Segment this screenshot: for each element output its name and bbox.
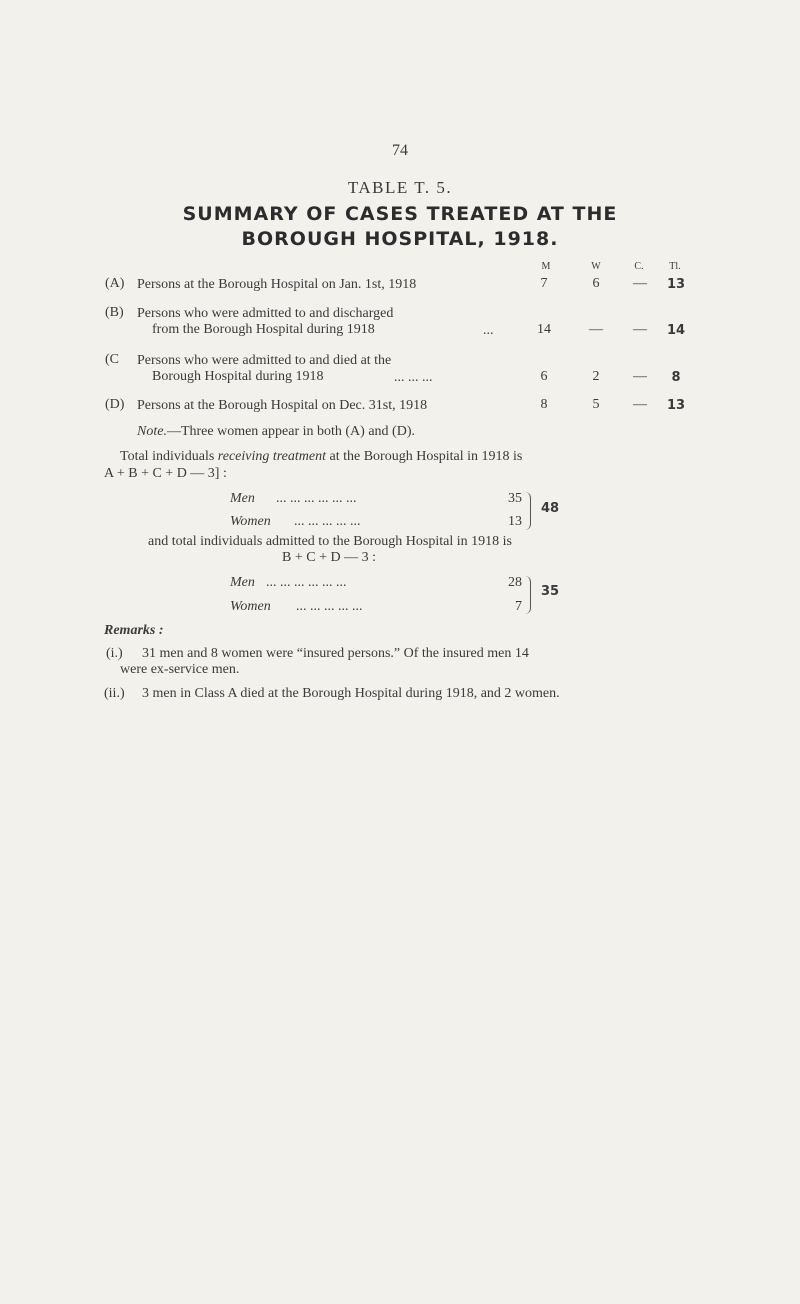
row-m: 7 <box>540 276 548 291</box>
formula-admitted: B + C + D — 3 : <box>282 550 376 565</box>
total-value: 48 <box>541 501 560 516</box>
brace <box>525 576 531 614</box>
row-w: — <box>589 322 603 337</box>
men-value: 28 <box>508 575 522 590</box>
note <box>137 424 415 440</box>
page-number: 74 <box>392 142 408 159</box>
column-header-m: M <box>541 261 551 272</box>
row-tl: 8 <box>671 370 681 385</box>
total-value: 35 <box>541 584 560 599</box>
remarks-title: Remarks : <box>104 623 164 638</box>
row-tl: 14 <box>666 323 686 338</box>
women-leader: ... ... ... ... ... <box>296 599 363 614</box>
total-receiving-line <box>120 449 522 465</box>
note-label: Note. <box>137 424 167 439</box>
row-c: — <box>633 369 647 384</box>
note-text: —Three women appear in both (A) and (D). <box>166 424 415 439</box>
women-label: Women <box>230 599 271 614</box>
total-receiving-suffix: at the Borough Hospital in 1918 is <box>329 449 523 464</box>
column-header-tl: Tl. <box>669 261 681 272</box>
column-header-w: W <box>591 261 601 272</box>
row-letter: (C <box>105 352 119 367</box>
row-letter: (A) <box>105 276 125 291</box>
remark-number: (i.) <box>106 646 123 661</box>
men-value: 35 <box>508 491 522 506</box>
total-receiving-prefix: Total individuals <box>120 449 215 464</box>
row-text: Persons who were admitted to and died at the <box>137 353 392 368</box>
row-c: — <box>633 322 647 337</box>
women-value: 7 <box>515 599 522 614</box>
row-letter: (B) <box>105 305 124 320</box>
row-m: 6 <box>540 369 548 384</box>
row-w: 2 <box>592 369 600 384</box>
brace <box>525 492 531 530</box>
women-leader: ... ... ... ... ... <box>294 514 361 529</box>
remark-text: 3 men in Class A died at the Borough Hospital during 1918, and 2 women. <box>142 686 560 701</box>
formula-receiving: A + B + C + D — 3] : <box>104 466 227 481</box>
row-c: — <box>633 276 647 291</box>
men-label: Men <box>230 575 255 590</box>
page-title-line2: BOROUGH HOSPITAL, 1918. <box>241 228 559 250</box>
remark-number: (ii.) <box>104 686 125 701</box>
table-label: TABLE T. 5. <box>347 178 453 197</box>
women-label: Women <box>230 514 271 529</box>
row-text: Persons at the Borough Hospital on Dec. 31st, 1918 <box>137 398 428 413</box>
row-c: — <box>633 397 647 412</box>
row-m: 8 <box>540 397 548 412</box>
total-receiving-italic: receiving treatment <box>217 449 326 464</box>
row-leader: ... <box>483 323 494 338</box>
row-w: 5 <box>592 397 600 412</box>
row-text: Persons who were admitted to and discharged <box>137 306 394 321</box>
row-tl: 13 <box>666 277 686 292</box>
row-text-cont: from the Borough Hospital during 1918 <box>152 322 375 337</box>
remark-text: 31 men and 8 women were “insured persons.” Of the insured men 14 <box>142 646 529 661</box>
row-text-cont: Borough Hospital during 1918 <box>152 369 324 384</box>
row-m: 14 <box>537 322 551 337</box>
men-leader: ... ... ... ... ... ... <box>276 491 357 506</box>
row-w: 6 <box>592 276 600 291</box>
total-admitted-line: and total individuals admitted to the Borough Hospital in 1918 is <box>148 534 512 549</box>
row-letter: (D) <box>105 397 125 412</box>
row-leader: ... ... ... <box>394 370 433 385</box>
men-label: Men <box>230 491 255 506</box>
row-tl: 13 <box>666 398 686 413</box>
row-text: Persons at the Borough Hospital on Jan. 1st, 1918 <box>137 277 417 292</box>
remark-text-cont: were ex-service men. <box>120 662 240 677</box>
women-value: 13 <box>508 514 522 529</box>
column-header-c: C. <box>634 261 644 272</box>
men-leader: ... ... ... ... ... ... <box>266 575 347 590</box>
page-title: SUMMARY OF CASES TREATED AT THE <box>182 203 618 225</box>
